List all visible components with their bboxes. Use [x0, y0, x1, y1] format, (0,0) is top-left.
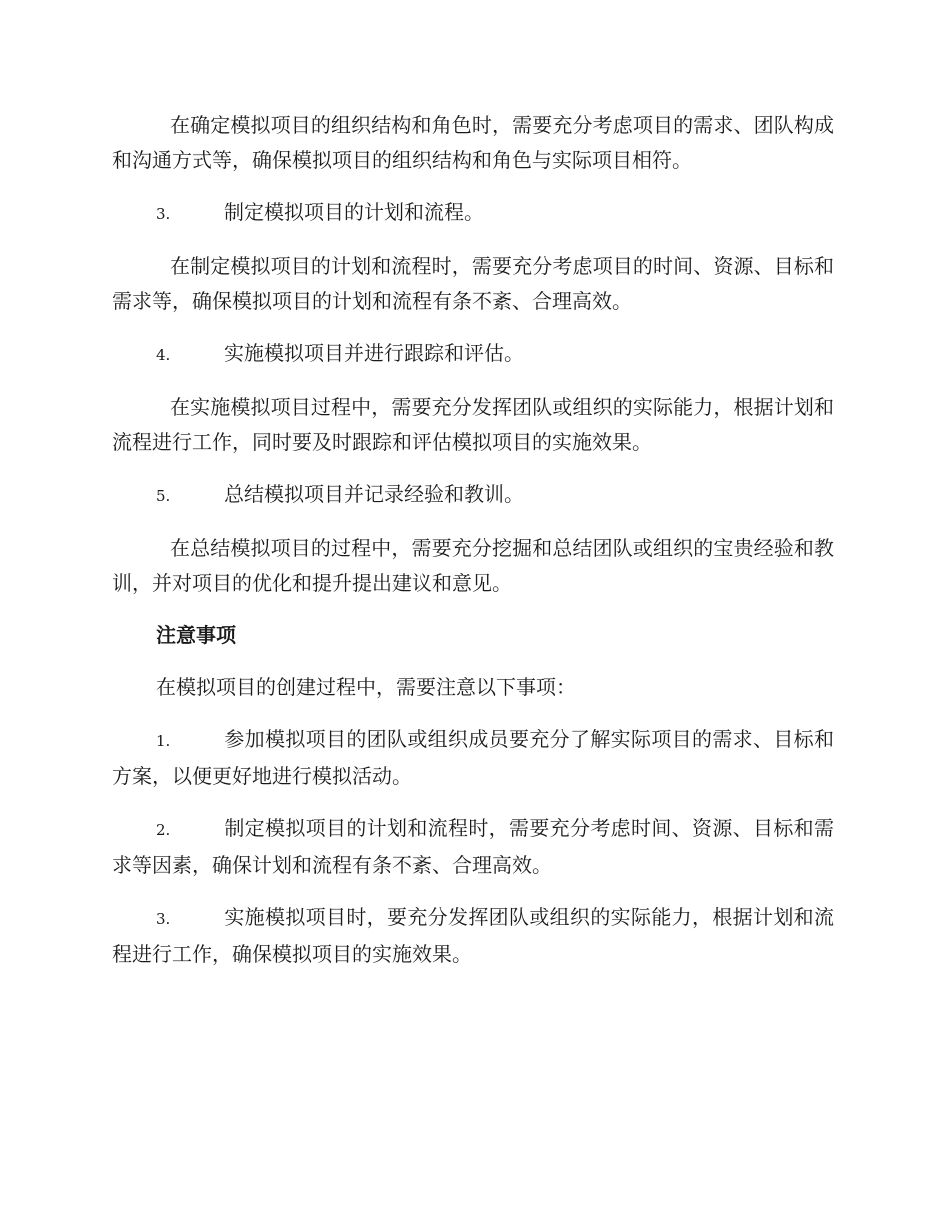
note-item: [112, 811, 834, 883]
step-item: [112, 195, 834, 232]
paragraph: 在制定模拟项目的计划和流程时，需要充分考虑项目的时间、资源、目标和需求等，确保模拟项目的计划和流程有条不紊、合理高效。: [112, 254, 834, 313]
note-number: 2.: [156, 821, 171, 839]
note-item: [112, 900, 834, 972]
step-text: 实施模拟项目并进行跟踪和评估。: [224, 341, 524, 365]
step-number: 4.: [156, 346, 171, 364]
note-text: 参加模拟项目的团队或组织成员要充分了解实际项目的需求、目标和方案，以便更好地进行模拟活动。: [112, 727, 834, 788]
step-text: 总结模拟项目并记录经验和教训。: [224, 482, 524, 506]
document-body: [112, 108, 834, 972]
paragraph: 在确定模拟项目的组织结构和角色时，需要充分考虑项目的需求、团队构成和沟通方式等，确保模拟项目的组织结构和角色与实际项目相符。: [112, 113, 834, 172]
note-number: 3.: [156, 910, 171, 928]
section-heading: 注意事项: [156, 623, 236, 647]
note-number: 1.: [156, 732, 171, 750]
step-number: 5.: [156, 487, 171, 505]
note-text: 制定模拟项目的计划和流程时，需要充分考虑时间、资源、目标和需求等因素，确保计划和流程有条不紊、合理高效。: [112, 816, 834, 877]
paragraph: 在实施模拟项目过程中，需要充分发挥团队或组织的实际能力，根据计划和流程进行工作，同时要及时跟踪和评估模拟项目的实施效果。: [112, 395, 834, 454]
paragraph: 在总结模拟项目的过程中，需要充分挖掘和总结团队或组织的宝贵经验和教训，并对项目的优化和提升提出建议和意见。: [112, 536, 834, 595]
step-number: 3.: [156, 205, 171, 223]
step-item: [112, 336, 834, 373]
step-text: 制定模拟项目的计划和流程。: [224, 200, 484, 224]
note-text: 实施模拟项目时，要充分发挥团队或组织的实际能力，根据计划和流程进行工作，确保模拟项目的实施效果。: [112, 905, 834, 966]
step-item: [112, 477, 834, 514]
note-item: [112, 722, 834, 794]
notes-intro: 在模拟项目的创建过程中，需要注意以下事项：: [156, 675, 576, 699]
